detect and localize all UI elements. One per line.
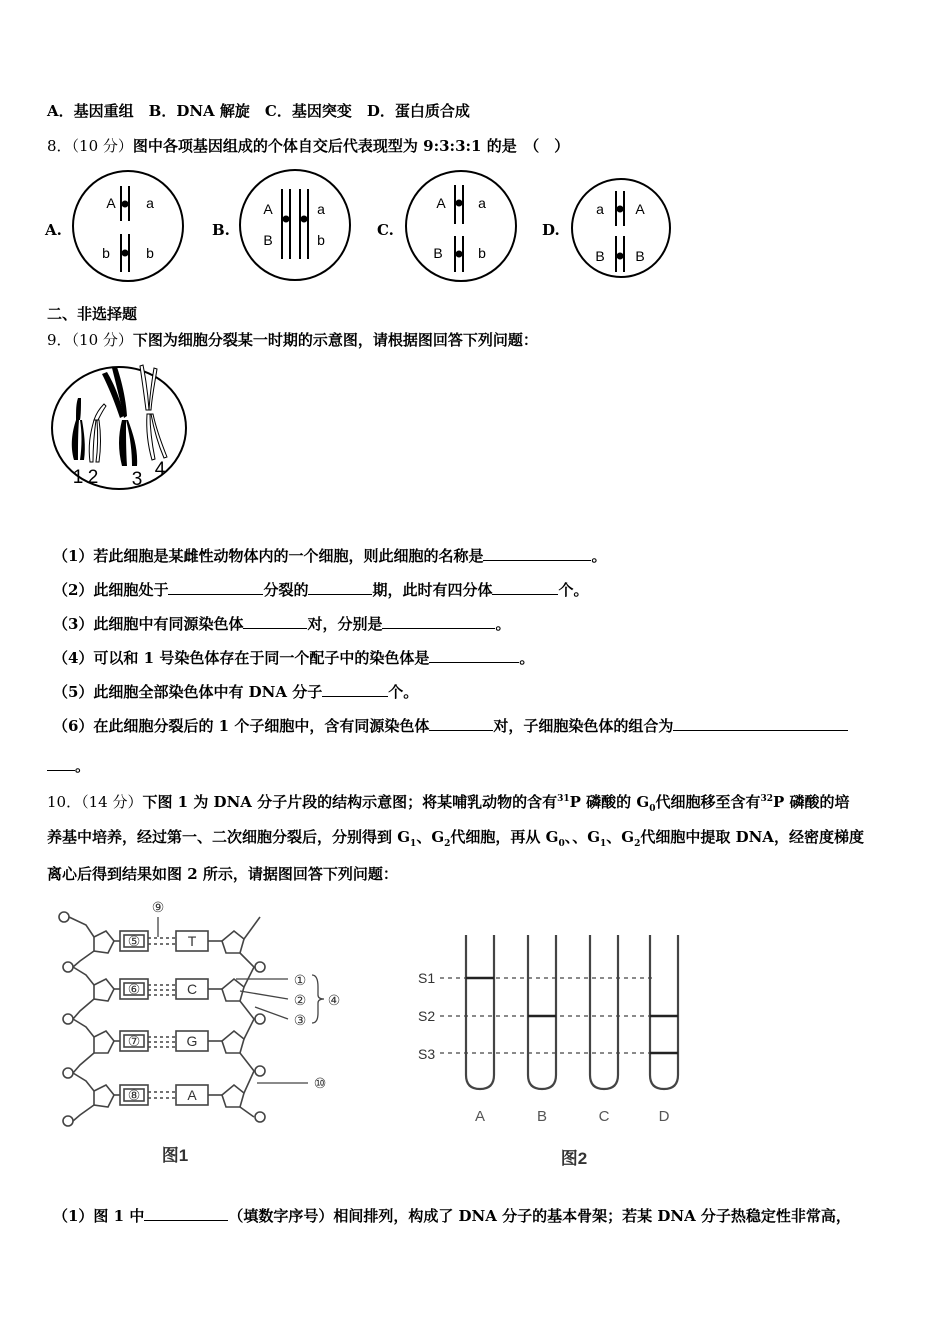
q10-text: 、G — [606, 828, 635, 846]
q8-option-d-label: D. — [542, 221, 560, 239]
q10-sub: 2 — [444, 839, 451, 849]
callout-label: ① — [293, 972, 307, 988]
gene-label: A — [436, 195, 446, 211]
q10-text: P 磷酸的 G — [569, 793, 650, 811]
q8-option-c-label: C. — [377, 221, 394, 239]
q9-sub-text: 对，分别是 — [307, 615, 383, 633]
tube-b — [528, 935, 556, 1089]
q10-sup: 31 — [557, 794, 570, 804]
chromosome-label: 3 — [131, 469, 143, 490]
q8-option-a-label: A. — [45, 221, 62, 239]
callout-label: ② — [293, 992, 307, 1008]
q9-sub-6-cont — [47, 756, 90, 776]
chromosome-label: 2 — [87, 467, 99, 488]
q10-score: （14 分） — [81, 793, 143, 811]
q10-text: 、、G — [564, 828, 601, 846]
tube-c — [590, 935, 618, 1089]
gene-label: b — [102, 245, 110, 261]
chromosome-3 — [102, 367, 137, 466]
q9-text: 下图为细胞分裂某一时期的示意图，请根据图回答下列问题： — [132, 331, 538, 349]
answer-blank[interactable] — [492, 580, 558, 595]
q9-cell-figure — [48, 362, 190, 492]
q9-sub-text: （1）若此细胞是某雌性动物体内的一个细胞，则此细胞的名称是 — [53, 547, 484, 565]
q8-cell-c — [403, 168, 519, 284]
q10-text: 代细胞，再从 G — [450, 828, 559, 846]
q10-text: 代细胞移至含有 — [655, 793, 761, 811]
dna-left-label: ⑦ — [127, 1033, 141, 1049]
level-label: S3 — [418, 1046, 436, 1062]
answer-blank[interactable] — [144, 1206, 228, 1221]
q9-sub-1 — [53, 546, 606, 566]
answer-blank[interactable] — [429, 648, 519, 663]
q9-sub-4 — [53, 648, 534, 668]
chromosome-4 — [140, 365, 167, 460]
dna-left-label: ⑤ — [127, 933, 141, 949]
q9-number: 9． — [47, 331, 72, 349]
q10-sub: 0 — [649, 804, 656, 814]
tube-d — [650, 935, 678, 1089]
tube-label: C — [598, 1108, 610, 1125]
q10-text: 、G — [416, 828, 445, 846]
gene-label: a — [596, 201, 604, 217]
gene-label: A — [106, 195, 116, 211]
q10-sub: 2 — [634, 839, 641, 849]
q10-text: 代细胞中提取 DNA，经密度梯度 — [640, 828, 864, 846]
q9-sub-text: 。 — [75, 757, 91, 775]
answer-blank[interactable] — [673, 716, 848, 731]
section-heading: 二、非选择题 — [47, 305, 138, 323]
q9-sub-text: 。 — [495, 615, 511, 633]
q10-text: 养基中培养，经过第一、二次细胞分裂后，分别得到 G — [47, 828, 411, 846]
gene-label: B — [263, 232, 273, 248]
q10-line-1 — [47, 789, 850, 819]
q9-sub-text: 。 — [519, 649, 535, 667]
q9-sub-text: 个。 — [388, 683, 419, 701]
chromosome-label: 1 — [72, 467, 84, 488]
gene-label: B — [635, 248, 645, 264]
answer-blank[interactable] — [308, 580, 372, 595]
gene-label: A — [263, 201, 273, 217]
q9-sub-text: （4）可以和 1 号染色体存在于同一个配子中的染色体是 — [53, 649, 430, 667]
tube-a — [466, 935, 494, 1089]
chromosome-label: 4 — [154, 459, 166, 480]
level-label: S1 — [418, 970, 436, 986]
callout-label: ④ — [327, 992, 341, 1008]
q9-sub-text: 个。 — [558, 581, 589, 599]
q8-score: （10 分） — [71, 137, 133, 155]
callout-label: ⑨ — [151, 899, 165, 915]
answer-blank[interactable] — [382, 614, 495, 629]
answer-blank[interactable] — [168, 580, 263, 595]
q10-sup: 32 — [760, 794, 774, 804]
q9-sub-text: 分裂的 — [263, 581, 309, 599]
q9-sub-text: （2）此细胞处于 — [53, 581, 169, 599]
tube-label: D — [658, 1108, 670, 1125]
q9-sub-text: 。 — [591, 547, 607, 565]
q10-text: 下图 1 为 DNA 分子片段的结构示意图；将某哺乳动物的含有 — [142, 793, 558, 811]
q10-text: P 磷酸的培 — [773, 793, 850, 811]
chromosome-2 — [89, 404, 106, 462]
q8-question — [47, 136, 569, 156]
q10-sub-text: （1）图 1 中 — [53, 1207, 145, 1225]
q10-sub: 0 — [558, 839, 565, 849]
q9-sub-text: （6）在此细胞分裂后的 1 个子细胞中，含有同源染色体 — [53, 717, 430, 735]
answer-blank[interactable] — [483, 546, 591, 561]
dna-left-label: ⑧ — [127, 1087, 141, 1103]
q9-sub-text: 对，子细胞染色体的组合为 — [493, 717, 674, 735]
chromosome-1 — [72, 398, 85, 460]
figure-2-caption: 图2 — [560, 1149, 588, 1168]
answer-blank[interactable] — [322, 682, 388, 697]
q10-sub: 1 — [410, 839, 417, 849]
q8-cell-d — [569, 176, 673, 280]
gene-label: a — [317, 201, 325, 217]
q9-sub-text: 期，此时有四分体 — [372, 581, 493, 599]
q10-sub-text: （填数字序号）相间排列，构成了 DNA 分子的基本骨架；若某 DNA 分子热稳定性非常高， — [228, 1207, 851, 1225]
q9-sub-text: （3）此细胞中有同源染色体 — [53, 615, 244, 633]
gene-label: a — [146, 195, 154, 211]
dna-left-label: ⑥ — [127, 981, 141, 997]
q8-number: 8． — [47, 137, 72, 155]
callout-label: ⑩ — [313, 1075, 327, 1091]
q7-options: A．基因重组 B．DNA 解旋 C．基因突变 D．蛋白质合成 — [47, 102, 470, 120]
dna-structure-figure — [50, 895, 350, 1170]
gene-label: A — [635, 201, 645, 217]
q10-line-2 — [47, 827, 864, 854]
q9-question — [47, 330, 538, 350]
q9-sub-text: （5）此细胞全部染色体中有 DNA 分子 — [53, 683, 323, 701]
dna-base-label: C — [186, 981, 198, 997]
answer-blank[interactable] — [47, 756, 75, 771]
q10-line-3: 离心后得到结果如图 2 所示，请据图回答下列问题： — [47, 865, 398, 883]
q8-cell-a — [70, 168, 186, 284]
q8-cell-b — [237, 167, 353, 283]
q9-sub-2 — [53, 580, 589, 600]
gene-label: b — [478, 245, 486, 261]
answer-blank[interactable] — [429, 716, 493, 731]
gene-label: B — [433, 245, 443, 261]
dna-base-label: G — [186, 1033, 198, 1049]
q8-option-b-label: B. — [212, 221, 230, 239]
gene-label: b — [146, 245, 154, 261]
q10-sub-1 — [53, 1206, 851, 1226]
level-label: S2 — [418, 1008, 436, 1024]
q9-score: （10 分） — [71, 331, 133, 349]
gene-label: b — [317, 232, 325, 248]
tube-label: A — [474, 1108, 486, 1125]
dna-base-label: T — [187, 933, 197, 949]
tube-label: B — [536, 1108, 548, 1125]
q9-sub-6 — [53, 716, 848, 736]
answer-blank[interactable] — [243, 614, 307, 629]
gene-label: a — [478, 195, 486, 211]
figure-1-caption: 图1 — [161, 1146, 189, 1165]
q8-text: 图中各项基因组成的个体自交后代表现型为 9:3:3:1 的是 （ ） — [132, 137, 570, 155]
callout-label: ③ — [293, 1012, 307, 1028]
gene-label: B — [595, 248, 605, 264]
q10-sub: 1 — [600, 839, 607, 849]
q9-sub-3 — [53, 614, 510, 634]
dna-base-label: A — [187, 1087, 197, 1103]
q10-number: 10． — [47, 793, 82, 811]
centrifuge-figure — [410, 925, 690, 1170]
q9-sub-5 — [53, 682, 418, 702]
